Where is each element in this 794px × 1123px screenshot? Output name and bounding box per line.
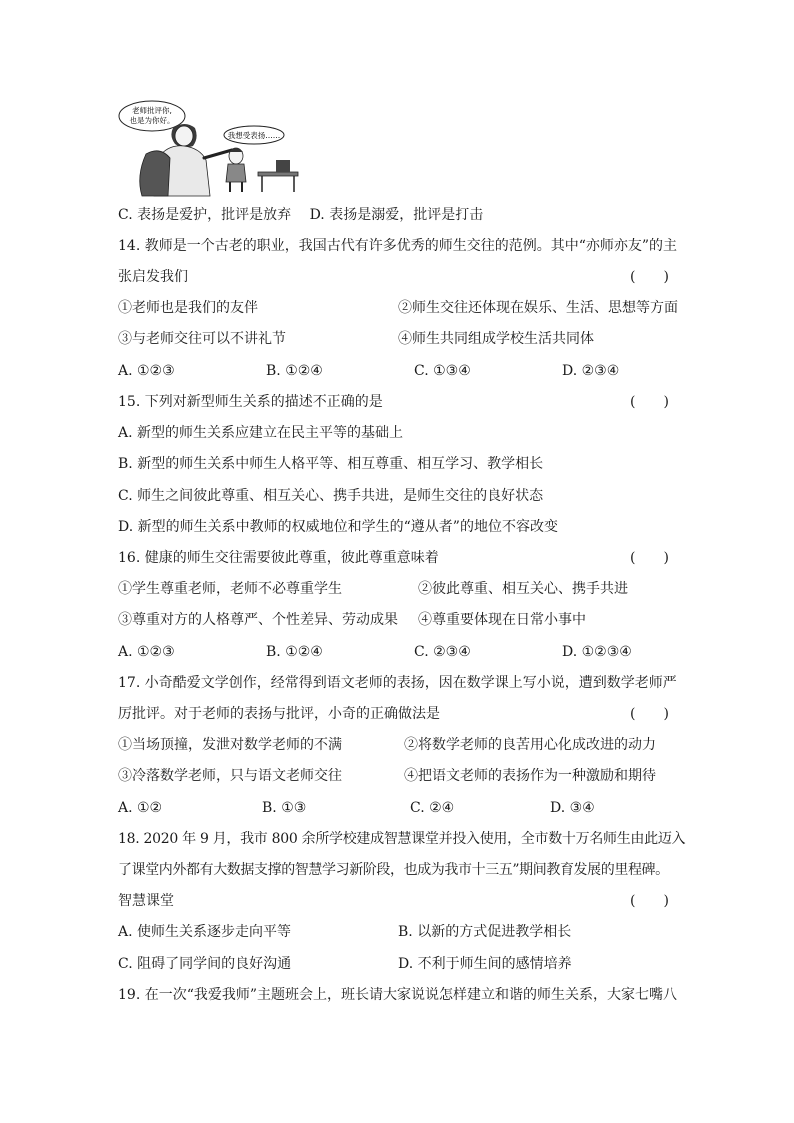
q14-item-1: ①老师也是我们的友伴 [118, 300, 258, 316]
q14-option-d: D. ②③④ [562, 363, 620, 379]
q14-item-2: ②师生交往还体现在娱乐、生活、思想等方面 [398, 300, 678, 316]
q17-stem-text: 厉批评。对于老师的表扬与批评，小奇的正确做法是 [118, 706, 440, 722]
q17-item-4: ④把语文老师的表扬作为一种激励和期待 [404, 768, 656, 784]
q18-option-b: B. 以新的方式促进教学相长 [398, 924, 572, 940]
q17-option-a: A. ①② [118, 800, 163, 816]
q17-option-c: C. ②④ [410, 800, 455, 816]
q18-answer-paren: ( ) [630, 893, 669, 909]
q14-stem-line-1: 14. 教师是一个古老的职业，我国古代有许多优秀的师生交往的范例。其中“亦师亦友”的主 [118, 238, 678, 254]
q16-stem-text: 16. 健康的师生交往需要彼此尊重，彼此尊重意味着 [118, 550, 439, 566]
teacher-student-illustration [118, 98, 308, 198]
q15-answer-paren: ( ) [630, 394, 669, 410]
q17-option-d: D. ③④ [550, 800, 595, 816]
teacher-bubble-line-1: 老师批评你, [132, 106, 172, 115]
q18-stem-line-2: 了课堂内外都有大数据支撑的智慧学习新阶段，也成为我市十三五”期间教育发展的里程碑。 [118, 862, 669, 878]
q17-stem-line-1: 17. 小奇酷爱文学创作，经常得到语文老师的表扬，因在数学课上写小说，遭到数学老师严 [118, 675, 677, 691]
student-bubble-text: 我想受表扬…… [227, 131, 281, 140]
q14-option-c: C. ①③④ [414, 363, 471, 379]
q15-option-a: A. 新型的师生关系应建立在民主平等的基础上 [118, 425, 404, 441]
q14-option-a: A. ①②③ [118, 363, 175, 379]
q15-stem-text: 15. 下列对新型师生关系的描述不正确的是 [118, 394, 383, 410]
q14-item-3: ③与老师交往可以不讲礼节 [118, 331, 286, 347]
q18-option-c: C. 阻碍了同学间的良好沟通 [118, 956, 292, 972]
q14-stem-text: 张启发我们 [118, 269, 188, 285]
q18-stem-line-3 [118, 891, 678, 911]
q15-stem-line [118, 392, 678, 412]
q15-option-b: B. 新型的师生关系中师生人格平等、相互尊重、相互学习、教学相长 [118, 456, 544, 472]
q16-item-1: ①学生尊重老师，老师不必尊重学生 [118, 581, 342, 597]
q17-answer-paren: ( ) [630, 706, 669, 722]
q17-option-b: B. ①③ [262, 800, 307, 816]
q17-item-1: ①当场顶撞，发泄对数学老师的不满 [118, 737, 342, 753]
q16-answer-paren: ( ) [630, 550, 669, 566]
q16-stem-line [118, 548, 678, 568]
q16-option-b: B. ①②④ [266, 644, 323, 660]
q18-stem-line-1: 18. 2020 年 9 月，我市 800 余所学校建成智慧课堂并投入使用，全市数十万名师生由此迈入 [118, 831, 686, 847]
q16-item-4: ④尊重要体现在日常小事中 [418, 612, 586, 628]
teacher-bubble-line-2: 也是为你好。 [129, 116, 175, 125]
q13-options-cd: C. 表扬是爱护，批评是放弃 D. 表扬是溺爱，批评是打击 [118, 207, 484, 223]
q18-option-a: A. 使师生关系逐步走向平等 [118, 924, 292, 940]
q16-item-3: ③尊重对方的人格尊严、个性差异、劳动成果 [118, 612, 398, 628]
q16-option-c: C. ②③④ [414, 644, 471, 660]
q19-stem-line-1: 19. 在一次“我爱我师”主题班会上，班长请大家说说怎样建立和谐的师生关系，大家七嘴八 [118, 987, 678, 1003]
q17-item-3: ③冷落数学老师，只与语文老师交往 [118, 768, 342, 784]
q16-option-a: A. ①②③ [118, 644, 175, 660]
q14-item-4: ④师生共同组成学校生活共同体 [398, 331, 594, 347]
q16-option-d: D. ①②③④ [562, 644, 632, 660]
q15-option-c: C. 师生之间彼此尊重、相互关心、携手共进，是师生交往的良好状态 [118, 488, 544, 504]
q14-stem-line-2 [118, 267, 678, 287]
q17-item-2: ②将数学老师的良苦用心化成改进的动力 [404, 737, 656, 753]
q14-answer-paren: ( ) [630, 269, 669, 285]
q16-item-2: ②彼此尊重、相互关心、携手共进 [418, 581, 628, 597]
q17-stem-line-2 [118, 704, 678, 724]
q14-option-b: B. ①②④ [266, 363, 323, 379]
q15-option-d: D. 新型的师生关系中教师的权威地位和学生的“遵从者”的地位不容改变 [118, 519, 558, 535]
q18-stem-text: 智慧课堂 [118, 893, 174, 909]
q18-option-d: D. 不利于师生间的感情培养 [398, 956, 572, 972]
